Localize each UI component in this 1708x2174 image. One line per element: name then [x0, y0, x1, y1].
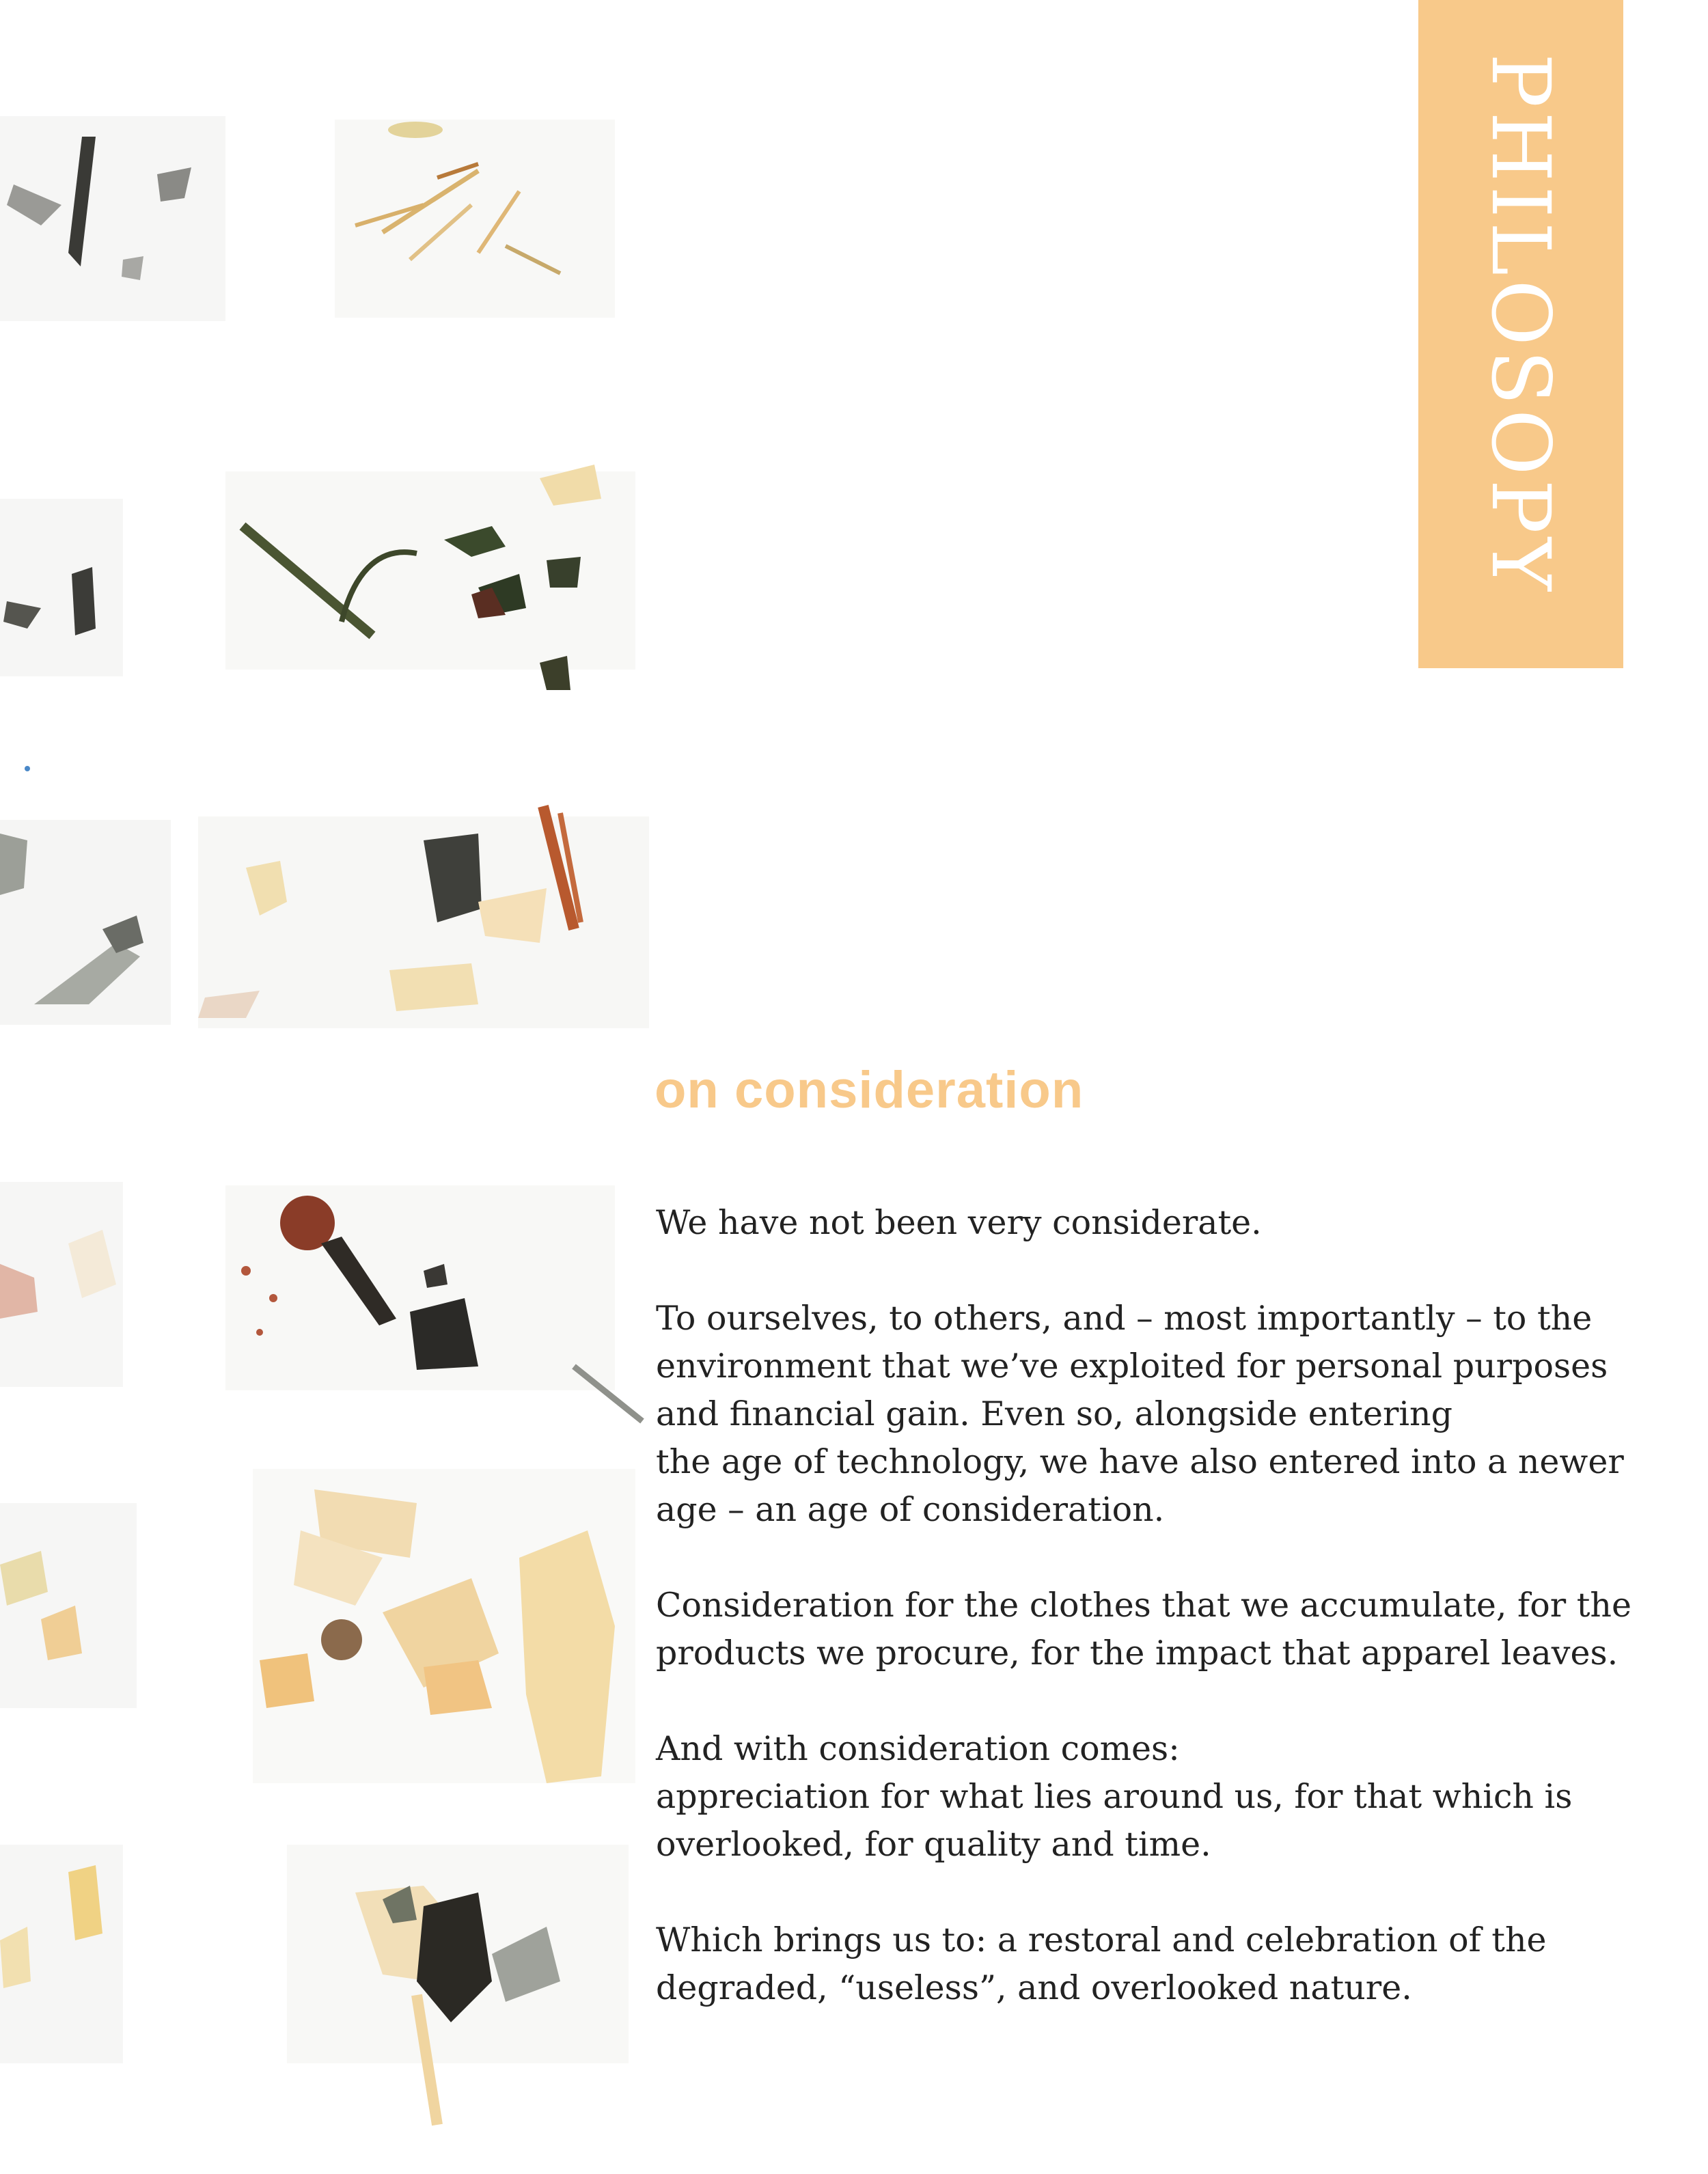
paragraph-line: To ourselves, to others, and – most importantly – to the	[656, 1299, 1593, 1338]
specimen-tape-row-1	[0, 116, 615, 321]
paragraph	[656, 1295, 1681, 1534]
paragraph-line: products we procure, for the impact that apparel leaves.	[656, 1634, 1619, 1673]
paragraph	[656, 1725, 1681, 1869]
specimen-tape-row-5	[0, 1469, 635, 1783]
paragraph-line: environment that we’ve exploited for personal purposes	[656, 1347, 1608, 1386]
paragraph-line: appreciation for what lies around us, for that which is	[656, 1777, 1573, 1816]
paragraph-line: degraded, “useless”, and overlooked nature.	[656, 1968, 1412, 2007]
paragraph	[656, 1199, 1681, 1247]
paragraph	[656, 1916, 1681, 2012]
paragraph-line: the age of technology, we have also entered into a newer	[656, 1442, 1624, 1481]
paragraph-line: Consideration for the clothes that we accumulate, for the	[656, 1586, 1631, 1625]
paragraph-line: Which brings us to: a restoral and celebration of the	[656, 1921, 1547, 1959]
section-tab-title: PHILOSOPY	[1474, 53, 1568, 595]
section-heading: on consideration	[655, 1061, 1084, 1119]
paragraph	[656, 1582, 1681, 1677]
paragraph-line: overlooked, for quality and time.	[656, 1825, 1211, 1864]
paragraph-line: age – an age of consideration.	[656, 1490, 1165, 1529]
specimen-tape-row-4	[0, 1182, 642, 1421]
pressed-plant-specimens	[0, 0, 656, 2174]
philosophy-body	[656, 1199, 1681, 2060]
paragraph-line: And with consideration comes:	[656, 1729, 1180, 1768]
paragraph-line: and financial gain. Even so, alongside entering	[656, 1394, 1452, 1433]
specimen-tape-row-3	[0, 806, 649, 1028]
paragraph-line: We have not been very considerate.	[656, 1203, 1262, 1242]
specimen-tape-row-2	[0, 465, 635, 690]
specimen-tape-row-6	[0, 1845, 629, 2125]
